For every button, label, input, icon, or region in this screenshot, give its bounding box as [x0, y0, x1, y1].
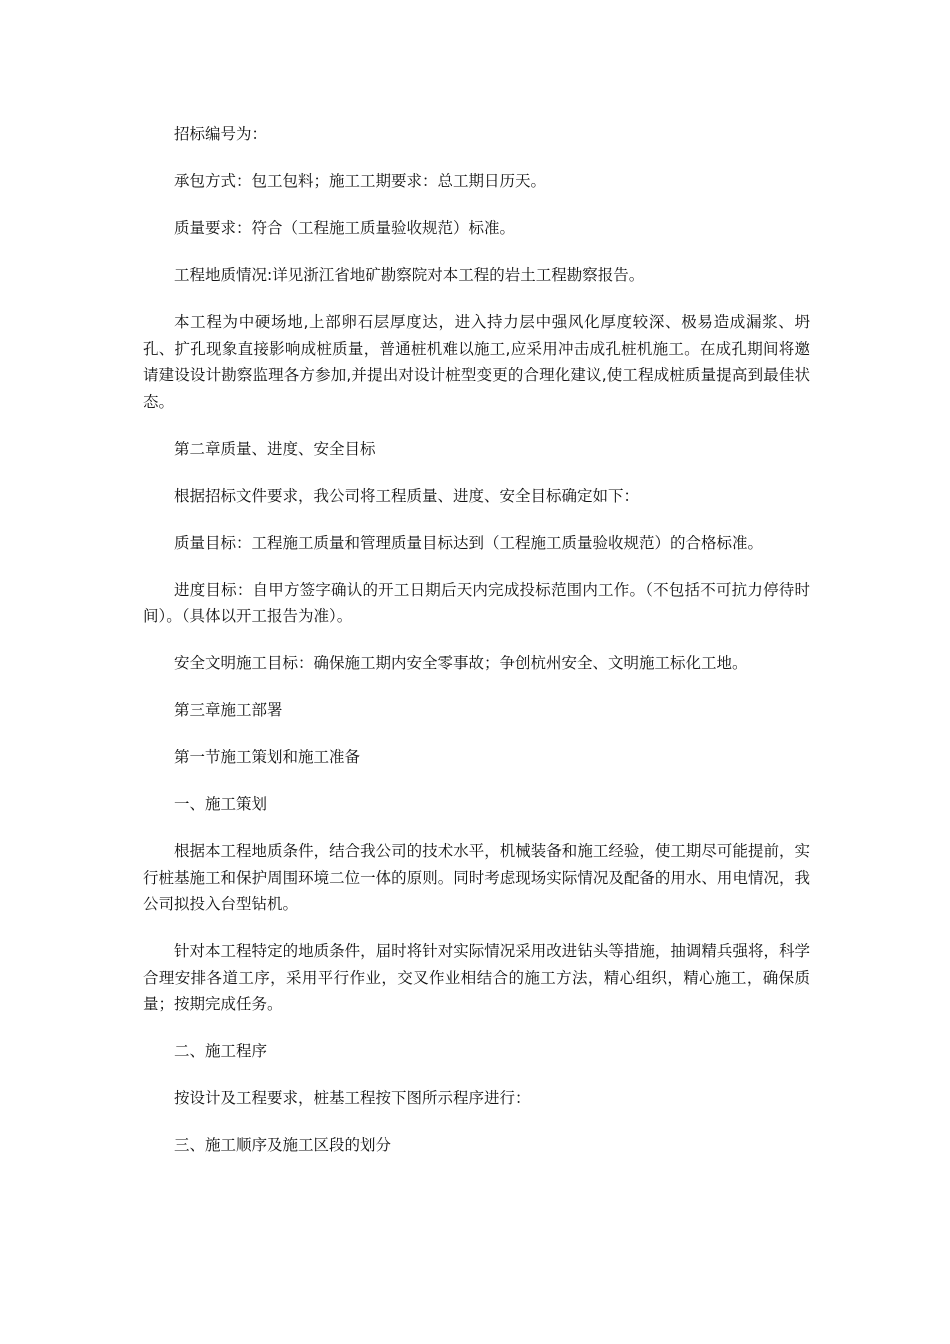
- safety-target-paragraph: 安全文明施工目标：确保施工期内安全零事故；争创杭州安全、文明施工标化工地。: [174, 654, 748, 672]
- quality-target-paragraph: 质量目标：工程施工质量和管理质量目标达到（工程施工质量验收规范）的合格标准。: [174, 533, 764, 552]
- section-one-heading: 第一节施工策划和施工准备: [174, 748, 361, 766]
- contract-mode-paragraph: 承包方式：包工包料；施工工期要求：总工期日历天。: [174, 172, 547, 190]
- quality-requirement-paragraph: 质量要求：符合（工程施工质量验收规范）标准。: [174, 219, 516, 237]
- chapter-three-heading: 第三章施工部署: [174, 701, 283, 719]
- document-body: [143, 121, 810, 1179]
- targets-intro-paragraph: 根据招标文件要求，我公司将工程质量、进度、安全目标确定如下：: [174, 486, 640, 505]
- planning-paragraph: 根据本工程地质条件，结合我公司的技术水平，机械装备和施工经验，使工期尽可能提前，实行桩基施工和保护周围环境二位一体的原则。同时考虑现场实际情况及配备的用水、用电情况，我公司拟投入台型钻机。: [143, 842, 810, 913]
- planning-subheading: 一、施工策划: [174, 795, 268, 813]
- schedule-target-paragraph: 进度目标：自甲方签字确认的开工日期后天内完成投标范围内工作。（不包括不可抗力停待时间）。（具体以开工报告为准）。: [143, 580, 810, 625]
- sequence-subheading: 三、施工顺序及施工区段的划分: [174, 1136, 392, 1154]
- measures-paragraph: 针对本工程特定的地质条件，届时将针对实际情况采用改进钻头等措施，抽调精兵强将，科学合理安排各道工序，采用平行作业，交叉作业相结合的施工方法，精心组织，精心施工，确保质量；按期完成任务。: [143, 942, 810, 1013]
- procedure-subheading: 二、施工程序: [174, 1042, 268, 1060]
- chapter-two-heading: 第二章质量、进度、安全目标: [174, 439, 376, 458]
- geology-paragraph: 工程地质情况:详见浙江省地矿勘察院对本工程的岩土工程勘察报告。: [174, 266, 645, 284]
- tender-number-paragraph: 招标编号为：: [174, 125, 268, 143]
- procedure-paragraph: 按设计及工程要求，桩基工程按下图所示程序进行：: [174, 1089, 531, 1107]
- site-description-paragraph: 本工程为中硬场地,上部卵石层厚度达，进入持力层中强风化厚度较深、极易造成漏浆、坍孔、扩孔现象直接影响成桩质量，普通桩机难以施工,应采用冲击成孔桩机施工。在成孔期间将邀请建设设计勘察监理各方参加,并提出对设计桩型变更的合理化建议,使工程成桩质量提高到最佳状态。: [143, 313, 810, 411]
